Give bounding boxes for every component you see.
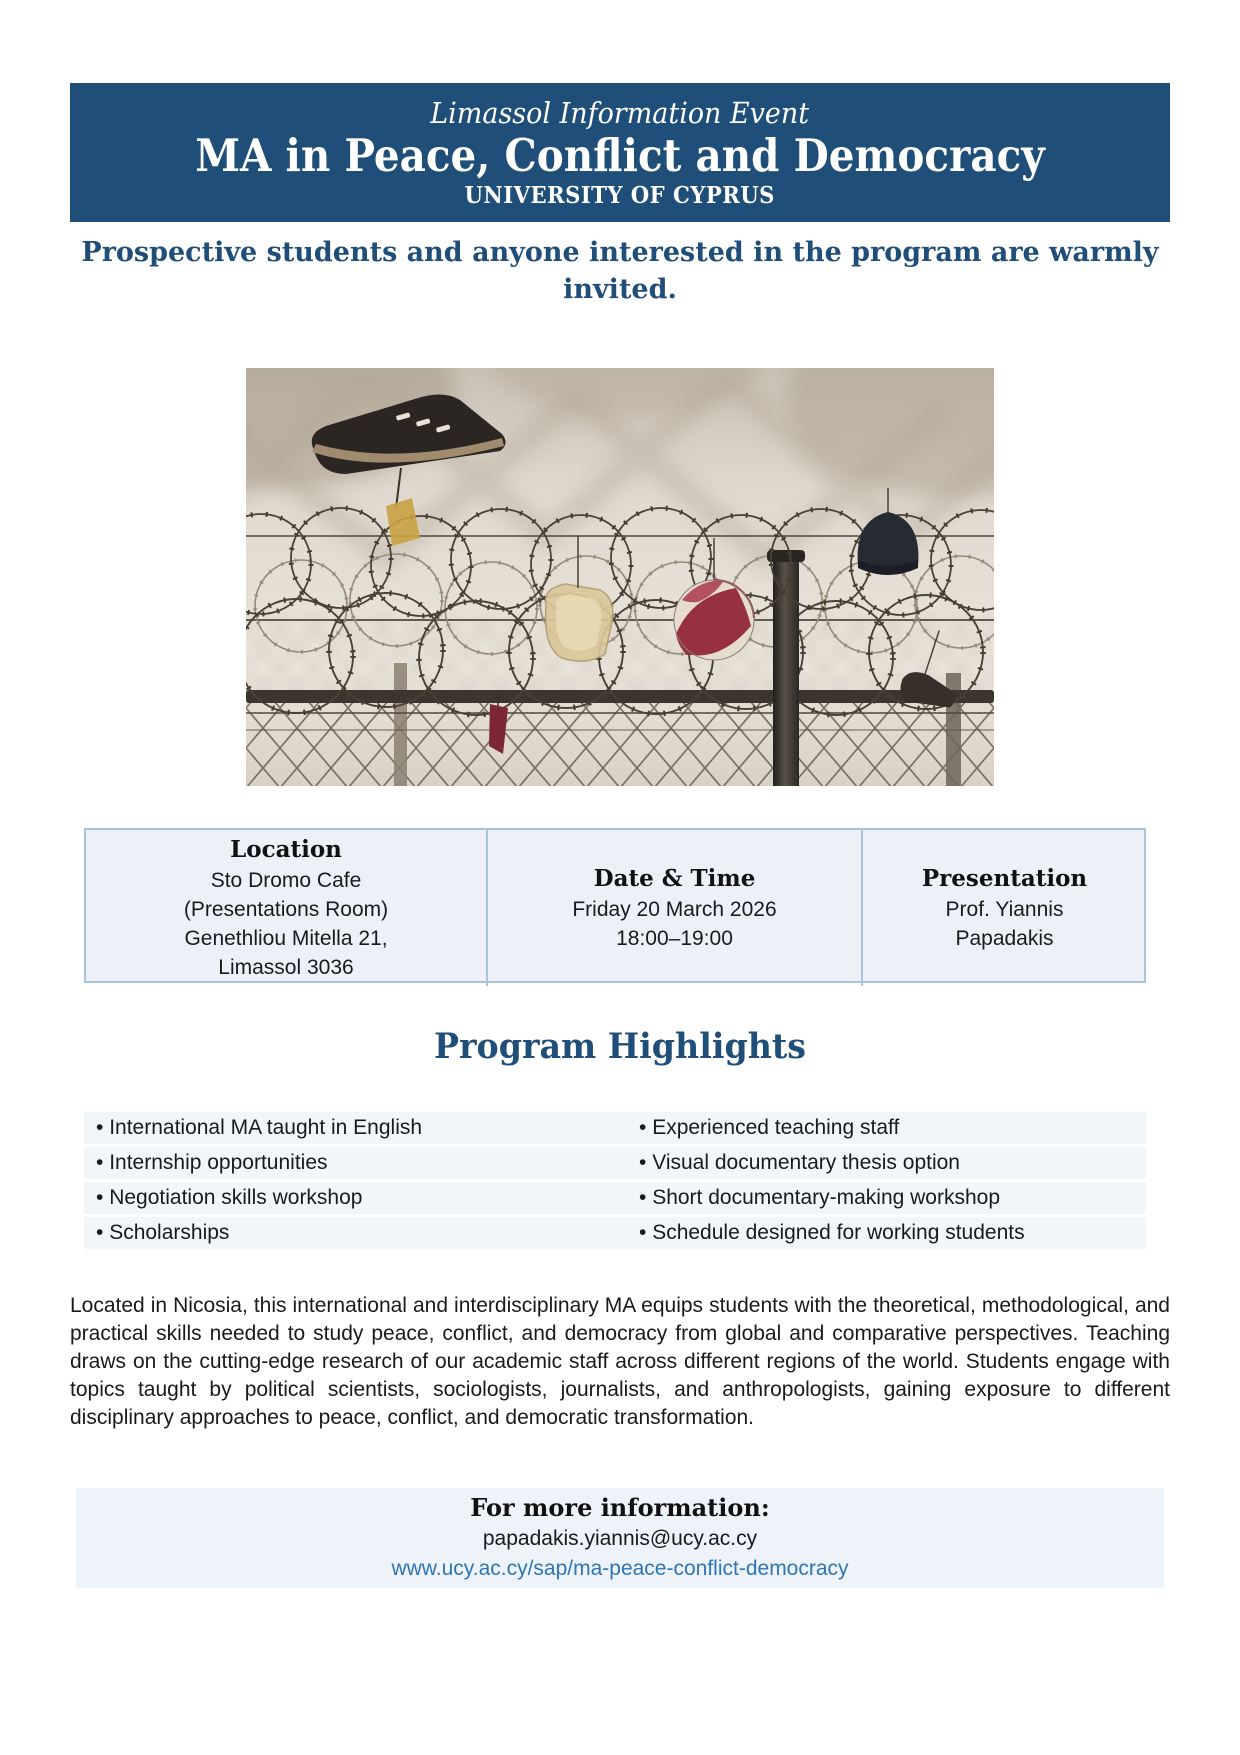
info-col-presentation — [861, 830, 1146, 986]
presentation-line: Prof. Yiannis — [945, 898, 1064, 921]
datetime-line: 18:00–19:00 — [616, 927, 733, 950]
invitation-line-2: invited. — [563, 274, 677, 305]
program-description: Located in Nicosia, this international and interdisciplinary MA equips students with the theoretical, methodological, and practical skills needed to study peace, conflict, and democracy from global and comparative perspectives. Teaching draws on the cutting-edge research of our academic staff across different regions of the world. Students engage with topics taught by political scientists, sociologists, journalists, and anthropologists, gaining exposure to different disciplinary approaches to peace, conflict, and democratic transformation. — [70, 1294, 1170, 1429]
program-url-link[interactable]: www.ucy.ac.cy/sap/ma-peace-conflict-democracy — [391, 1557, 849, 1580]
highlight-item: • Negotiation skills workshop — [84, 1182, 615, 1214]
datetime-header: Date & Time — [593, 865, 756, 892]
highlight-item: • Internship opportunities — [84, 1147, 615, 1179]
presentation-header: Presentation — [921, 865, 1088, 892]
highlight-item: • Scholarships — [84, 1217, 615, 1249]
footer-heading: For more information: — [470, 1493, 770, 1522]
location-line: Sto Dromo Cafe — [210, 869, 362, 892]
location-line: (Presentations Room) — [183, 898, 389, 921]
contact-email: papadakis.yiannis@ucy.ac.cy — [482, 1527, 758, 1550]
highlights-row — [84, 1182, 1146, 1214]
university-name: UNIVERSITY OF CYPRUS — [464, 181, 776, 209]
datetime-line: Friday 20 March 2026 — [572, 898, 777, 921]
program-title: MA in Peace, Conflict and Democracy — [195, 128, 1045, 182]
highlights-title: Program Highlights — [433, 1026, 807, 1067]
event-info-table — [84, 828, 1146, 983]
invitation-text — [70, 234, 1170, 308]
highlight-item: • Short documentary-making workshop — [615, 1182, 1146, 1214]
location-header: Location — [230, 836, 342, 863]
presentation-line: Papadakis — [955, 927, 1054, 950]
highlights-row — [84, 1217, 1146, 1249]
highlight-item: • Visual documentary thesis option — [615, 1147, 1146, 1179]
highlights-row — [84, 1147, 1146, 1179]
highlights-list — [84, 1112, 1146, 1249]
highlight-item: • Experienced teaching staff — [615, 1112, 1146, 1144]
highlight-item: • International MA taught in English — [84, 1112, 615, 1144]
location-line: Genethliou Mitella 21, — [184, 927, 388, 950]
highlight-item: • Schedule designed for working students — [615, 1217, 1146, 1249]
info-col-location — [86, 830, 486, 986]
footer-info-box — [76, 1488, 1164, 1588]
highlights-row — [84, 1112, 1146, 1144]
location-line: Limassol 3036 — [218, 956, 354, 979]
header-banner — [70, 83, 1170, 222]
invitation-line-1: Prospective students and anyone interested in the program are warmly — [81, 237, 1159, 268]
event-photo — [246, 368, 994, 786]
info-col-datetime — [486, 830, 861, 986]
event-subtitle: Limassol Information Event — [430, 95, 810, 130]
